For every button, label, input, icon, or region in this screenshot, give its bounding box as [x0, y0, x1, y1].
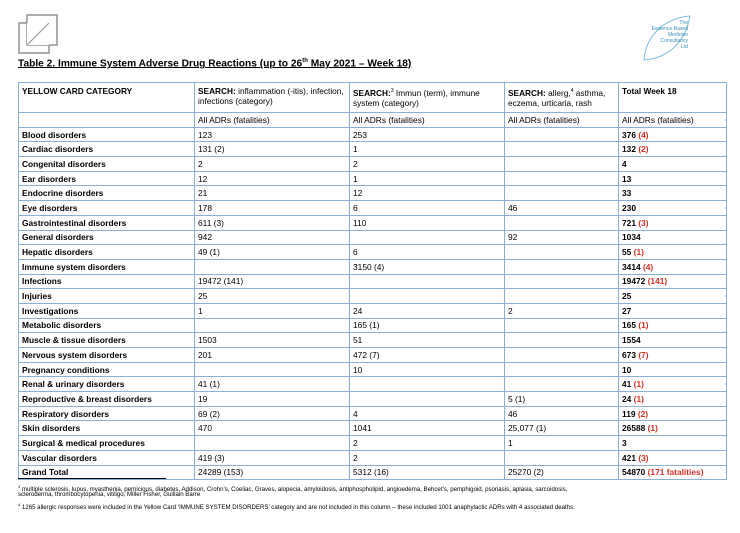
allerg-cell — [505, 362, 619, 377]
footnote-number: 3 — [18, 484, 21, 489]
total-fatalities: (7) — [638, 349, 649, 360]
allerg-cell — [505, 157, 619, 172]
immun-cell: 165 (1) — [350, 318, 505, 333]
allerg-cell — [505, 348, 619, 363]
header-search-label: SEARCH: — [198, 86, 236, 96]
inflammation-cell: 25 — [195, 289, 350, 304]
allerg-cell: 2 — [505, 303, 619, 318]
total-value: 673 — [622, 349, 636, 360]
immun-cell — [350, 274, 505, 289]
allerg-cell — [505, 186, 619, 201]
total-cell — [619, 289, 727, 304]
table-row — [19, 318, 727, 333]
table-row — [19, 436, 727, 451]
table-title — [18, 58, 411, 69]
inflammation-cell: 19 — [195, 392, 350, 407]
table-row — [19, 333, 727, 348]
total-cell — [619, 406, 727, 421]
header-search-terms: Immun (term), immune system (category) — [353, 87, 480, 108]
immun-cell: 6 — [350, 245, 505, 260]
footnote-3-cont: scleroderma, thrombocytopenia, vitiligo, Miller Fisher, Guillain Barre — [18, 491, 201, 498]
header-search-label: SEARCH: — [353, 87, 391, 98]
total-cell — [619, 215, 727, 230]
category-cell: Cardiac disorders — [19, 142, 195, 157]
subheader-row — [19, 113, 727, 128]
inflammation-cell: 12 — [195, 171, 350, 186]
inflammation-cell: 24289 (153) — [195, 465, 350, 480]
inflammation-cell: 942 — [195, 230, 350, 245]
subheader-cell: All ADRs (fatalities) — [505, 113, 619, 128]
table-row — [19, 406, 727, 421]
inflammation-cell: 201 — [195, 348, 350, 363]
category-cell: Respiratory disorders — [19, 406, 195, 421]
category-cell: Hepatic disorders — [19, 245, 195, 260]
header-search-allerg — [505, 83, 619, 113]
allerg-cell: 92 — [505, 230, 619, 245]
category-cell: Grand Total — [19, 465, 195, 480]
total-cell — [619, 245, 727, 260]
total-cell — [619, 318, 727, 333]
total-value: 421 — [622, 452, 636, 463]
allerg-cell: 25,077 (1) — [505, 421, 619, 436]
total-fatalities: (1) — [633, 379, 644, 390]
total-value: 3 — [622, 437, 627, 448]
total-value: 19472 — [622, 276, 646, 287]
allerg-cell — [505, 245, 619, 260]
immun-cell: 253 — [350, 127, 505, 142]
inflammation-cell: 1 — [195, 303, 350, 318]
inflammation-cell: 178 — [195, 201, 350, 216]
table-row — [19, 245, 727, 260]
table-row — [19, 215, 727, 230]
footnote-ref: 4 — [570, 88, 574, 94]
footnote-divider — [18, 478, 166, 479]
immun-cell: 2 — [350, 450, 505, 465]
allerg-cell — [505, 450, 619, 465]
subheader-cell: All ADRs (fatalities) — [350, 113, 505, 128]
allerg-cell — [505, 377, 619, 392]
total-fatalities: (171 fatalities) — [647, 467, 704, 478]
total-fatalities: (4) — [638, 129, 649, 140]
category-cell: Immune system disorders — [19, 259, 195, 274]
total-fatalities: (3) — [638, 452, 649, 463]
total-fatalities: (1) — [647, 423, 658, 434]
header-search-inflammation — [195, 83, 350, 113]
title-sup: th — [302, 58, 308, 64]
table-row — [19, 127, 727, 142]
total-value: 1554 — [622, 335, 641, 346]
allerg-cell — [505, 289, 619, 304]
total-cell — [619, 377, 727, 392]
header-row — [19, 83, 727, 113]
allerg-cell: 25270 (2) — [505, 465, 619, 480]
total-cell — [619, 348, 727, 363]
total-value: 41 — [622, 379, 632, 390]
total-cell — [619, 157, 727, 172]
inflammation-cell — [195, 318, 350, 333]
immun-cell — [350, 392, 505, 407]
subheader-cell: All ADRs (fatalities) — [619, 113, 727, 128]
inflammation-cell: 419 (3) — [195, 450, 350, 465]
fragmented-square-logo-icon — [18, 14, 58, 54]
table-row — [19, 392, 727, 407]
immun-cell: 24 — [350, 303, 505, 318]
total-value: 119 — [622, 408, 636, 419]
header-search-immun — [350, 83, 505, 113]
allerg-cell — [505, 259, 619, 274]
total-value: 10 — [622, 364, 632, 375]
immun-cell: 5312 (16) — [350, 465, 505, 480]
immun-cell: 2 — [350, 157, 505, 172]
immun-cell: 1 — [350, 171, 505, 186]
allerg-cell: 46 — [505, 406, 619, 421]
table-row — [19, 377, 727, 392]
total-fatalities: (1) — [633, 247, 644, 258]
total-cell — [619, 362, 727, 377]
immun-cell: 10 — [350, 362, 505, 377]
category-cell: Skin disorders — [19, 421, 195, 436]
total-value: 230 — [622, 202, 636, 213]
total-cell — [619, 142, 727, 157]
immun-cell: 472 (7) — [350, 348, 505, 363]
inflammation-cell: 49 (1) — [195, 245, 350, 260]
total-cell — [619, 450, 727, 465]
total-cell — [619, 436, 727, 451]
allerg-cell — [505, 318, 619, 333]
immun-cell — [350, 289, 505, 304]
table-row — [19, 362, 727, 377]
category-cell: Eye disorders — [19, 201, 195, 216]
inflammation-cell: 1503 — [195, 333, 350, 348]
category-cell: General disorders — [19, 230, 195, 245]
table-row — [19, 450, 727, 465]
category-cell: Surgical & medical procedures — [19, 436, 195, 451]
total-fatalities: (3) — [638, 217, 649, 228]
footnote-ref: 3 — [390, 88, 394, 94]
allerg-cell — [505, 142, 619, 157]
category-cell: Gastrointestinal disorders — [19, 215, 195, 230]
immun-cell: 110 — [350, 215, 505, 230]
title-rest: May 2021 – Week 18) — [307, 58, 412, 70]
inflammation-cell: 69 (2) — [195, 406, 350, 421]
allerg-cell — [505, 274, 619, 289]
immun-cell: 1041 — [350, 421, 505, 436]
category-cell: Ear disorders — [19, 171, 195, 186]
consultancy-logo — [636, 14, 694, 64]
allerg-cell — [505, 333, 619, 348]
total-value: 33 — [622, 188, 632, 199]
immun-cell: 51 — [350, 333, 505, 348]
total-fatalities: (141) — [647, 276, 668, 287]
table-row — [19, 171, 727, 186]
footnote-number: 4 — [18, 502, 21, 507]
inflammation-cell: 21 — [195, 186, 350, 201]
inflammation-cell: 2 — [195, 157, 350, 172]
total-value: 3414 — [622, 261, 641, 272]
subheader-empty — [19, 113, 195, 128]
category-cell: Reproductive & breast disorders — [19, 392, 195, 407]
table-row — [19, 157, 727, 172]
total-cell — [619, 392, 727, 407]
table-row — [19, 230, 727, 245]
immun-cell: 6 — [350, 201, 505, 216]
total-value: 165 — [622, 320, 636, 331]
category-cell: Vascular disorders — [19, 450, 195, 465]
total-fatalities: (1) — [633, 393, 644, 404]
category-cell: Muscle & tissue disorders — [19, 333, 195, 348]
immun-cell — [350, 230, 505, 245]
total-value: 132 — [622, 144, 636, 155]
immun-cell — [350, 377, 505, 392]
inflammation-cell — [195, 259, 350, 274]
inflammation-cell: 611 (3) — [195, 215, 350, 230]
total-cell — [619, 201, 727, 216]
header-search-terms: inflammation (-itis), infection, infections (category) — [198, 86, 344, 106]
immun-cell: 2 — [350, 436, 505, 451]
adr-table — [18, 82, 727, 480]
allerg-cell: 46 — [505, 201, 619, 216]
total-fatalities: (4) — [642, 261, 654, 272]
logo-line: Evidence-Based — [651, 26, 688, 32]
header-category: YELLOW CARD CATEGORY — [19, 83, 195, 113]
category-cell: Injuries — [19, 289, 195, 304]
allerg-cell: 5 (1) — [505, 392, 619, 407]
logo-line: Medicine — [667, 32, 688, 38]
table-row — [19, 303, 727, 318]
immun-cell: 1 — [350, 142, 505, 157]
category-cell: Infections — [19, 274, 195, 289]
total-value: 26588 — [622, 423, 646, 434]
total-value: 721 — [622, 217, 636, 228]
total-value: 376 — [622, 129, 636, 140]
total-cell — [619, 303, 727, 318]
consultancy-logo-text — [640, 20, 688, 50]
inflammation-cell: 131 (2) — [195, 142, 350, 157]
table-row — [19, 348, 727, 363]
inflammation-cell: 470 — [195, 421, 350, 436]
total-value: 54870 — [622, 467, 646, 478]
immun-cell: 4 — [350, 406, 505, 421]
allerg-cell: 1 — [505, 436, 619, 451]
logo-line: Ltd — [681, 44, 688, 50]
total-cell — [619, 274, 727, 289]
total-fatalities: (1) — [638, 320, 649, 331]
table-row — [19, 259, 727, 274]
total-cell — [619, 259, 727, 274]
footnote-text: 1265 allergic responses were included in the Yellow Card ‘IMMUNE SYSTEM DISORDERS’ category and are not included in this column – these included 1001 anaphylactic ADRs with 4 associated deaths. — [20, 504, 575, 512]
table-row — [19, 421, 727, 436]
total-cell — [619, 230, 727, 245]
category-cell: Renal & urinary disorders — [19, 377, 195, 392]
category-cell: Metabolic disorders — [19, 318, 195, 333]
immun-cell: 12 — [350, 186, 505, 201]
inflammation-cell: 123 — [195, 127, 350, 142]
category-cell: Pregnancy conditions — [19, 362, 195, 377]
table-row — [19, 142, 727, 157]
category-cell: Blood disorders — [19, 127, 195, 142]
table-row — [19, 274, 727, 289]
category-cell: Investigations — [19, 303, 195, 318]
inflammation-cell — [195, 436, 350, 451]
inflammation-cell: 19472 (141) — [195, 274, 350, 289]
total-fatalities: (2) — [638, 144, 649, 155]
header-search-terms: asthma, eczema, urticaria, rash — [508, 87, 606, 108]
inflammation-cell — [195, 362, 350, 377]
title-main: Table 2. Immune System Adverse Drug Reactions (up to 26 — [18, 58, 303, 70]
total-cell — [619, 421, 727, 436]
logo-line: Consultancy — [660, 38, 688, 44]
total-cell — [619, 186, 727, 201]
total-value: 1034 — [622, 232, 641, 243]
total-cell — [619, 171, 727, 186]
allerg-cell — [505, 215, 619, 230]
total-value: 27 — [622, 305, 632, 316]
total-cell — [619, 333, 727, 348]
total-value: 24 — [622, 393, 632, 404]
total-value: 13 — [622, 173, 632, 184]
table-row — [19, 186, 727, 201]
total-value: 4 — [622, 158, 627, 169]
footnote-4 — [18, 501, 575, 512]
header-search-label: SEARCH: — [508, 87, 546, 98]
total-cell — [619, 127, 727, 142]
header-total: Total Week 18 — [619, 83, 727, 113]
total-value: 25 — [622, 291, 632, 302]
total-cell — [619, 465, 727, 480]
category-cell: Congenital disorders — [19, 157, 195, 172]
footnote-text: multiple sclerosis, lupus, myasthenia, pernicious, diabetes, Addison, Crohn’s, Coeliac, Graves, alopecia, amyloidosis, antiphospholipid, angioedema, Behcet’s, pemphigoid, psoriasis, aplasia, sarcoidosis, — [20, 486, 568, 494]
subheader-cell: All ADRs (fatalities) — [195, 113, 350, 128]
allerg-cell — [505, 127, 619, 142]
total-value: 55 — [622, 247, 632, 258]
category-cell: Endocrine disorders — [19, 186, 195, 201]
table-row — [19, 201, 727, 216]
category-cell: Nervous system disorders — [19, 348, 195, 363]
inflammation-cell: 41 (1) — [195, 377, 350, 392]
allerg-cell — [505, 171, 619, 186]
header-search-terms: allerg, — [545, 87, 571, 98]
total-fatalities: (2) — [637, 408, 649, 419]
table-row — [19, 289, 727, 304]
logo-line: The — [679, 20, 688, 26]
immun-cell: 3150 (4) — [350, 259, 505, 274]
